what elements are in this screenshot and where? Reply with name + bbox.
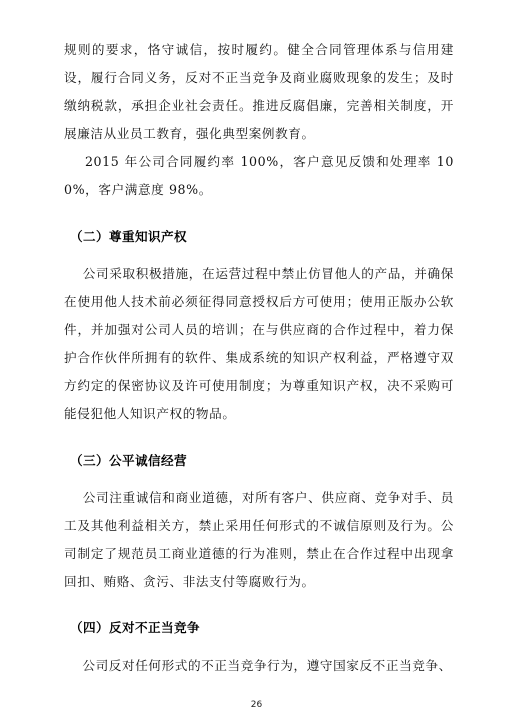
section-heading-anti-unfair-competition: （四）反对不正当竞争 bbox=[70, 620, 200, 635]
paragraph-contract-performance-2015: 2015 年公司合同履约率 100%，客户意见反馈和处理率 100%，客户满意度 98%。 bbox=[64, 154, 454, 197]
paragraph-business-ethics: 公司注重诚信和商业道德，对所有客户、供应商、竞争对手、员工及其他利益相关方，禁止采用任何形式的不诚信原则及行为。公司制定了规范员工商业道德的行为准则，禁止在合作过程中出现拿回扣、贿赂、贪污、非法支付等腐败行为。 bbox=[64, 490, 454, 589]
paragraph-integrity-compliance: 规则的要求，恪守诚信，按时履约。健全合同管理体系与信用建设，履行合同义务，反对不正当竞争及商业腐败现象的发生；及时缴纳税款，承担企业社会责任。推进反腐倡廉，完善相关制度，开展廉洁从业员工教育，强化典型案例教育。 bbox=[64, 42, 454, 141]
page-number: 26 bbox=[250, 700, 263, 710]
paragraph-anti-unfair-competition: 公司反对任何形式的不正当竞争行为，遵守国家反不正当竞争、 bbox=[64, 658, 452, 673]
paragraph-intellectual-property: 公司采取积极措施，在运营过程中禁止仿冒他人的产品，并确保在使用他人技术前必须征得同意授权后方可使用；使用正版办公软件，并加强对公司人员的培训；在与供应商的合作过程中，着力保护合作伙伴所拥有的软件、集成系统的知识产权利益，严格遵守双方约定的保密协议及许可使用制度；为尊重知识产权，决不采购可能侵犯他人知识产权的物品。 bbox=[64, 266, 454, 421]
section-heading-respect-ip: （二）尊重知识产权 bbox=[70, 229, 187, 244]
section-heading-fair-business: （三）公平诚信经营 bbox=[70, 453, 187, 468]
